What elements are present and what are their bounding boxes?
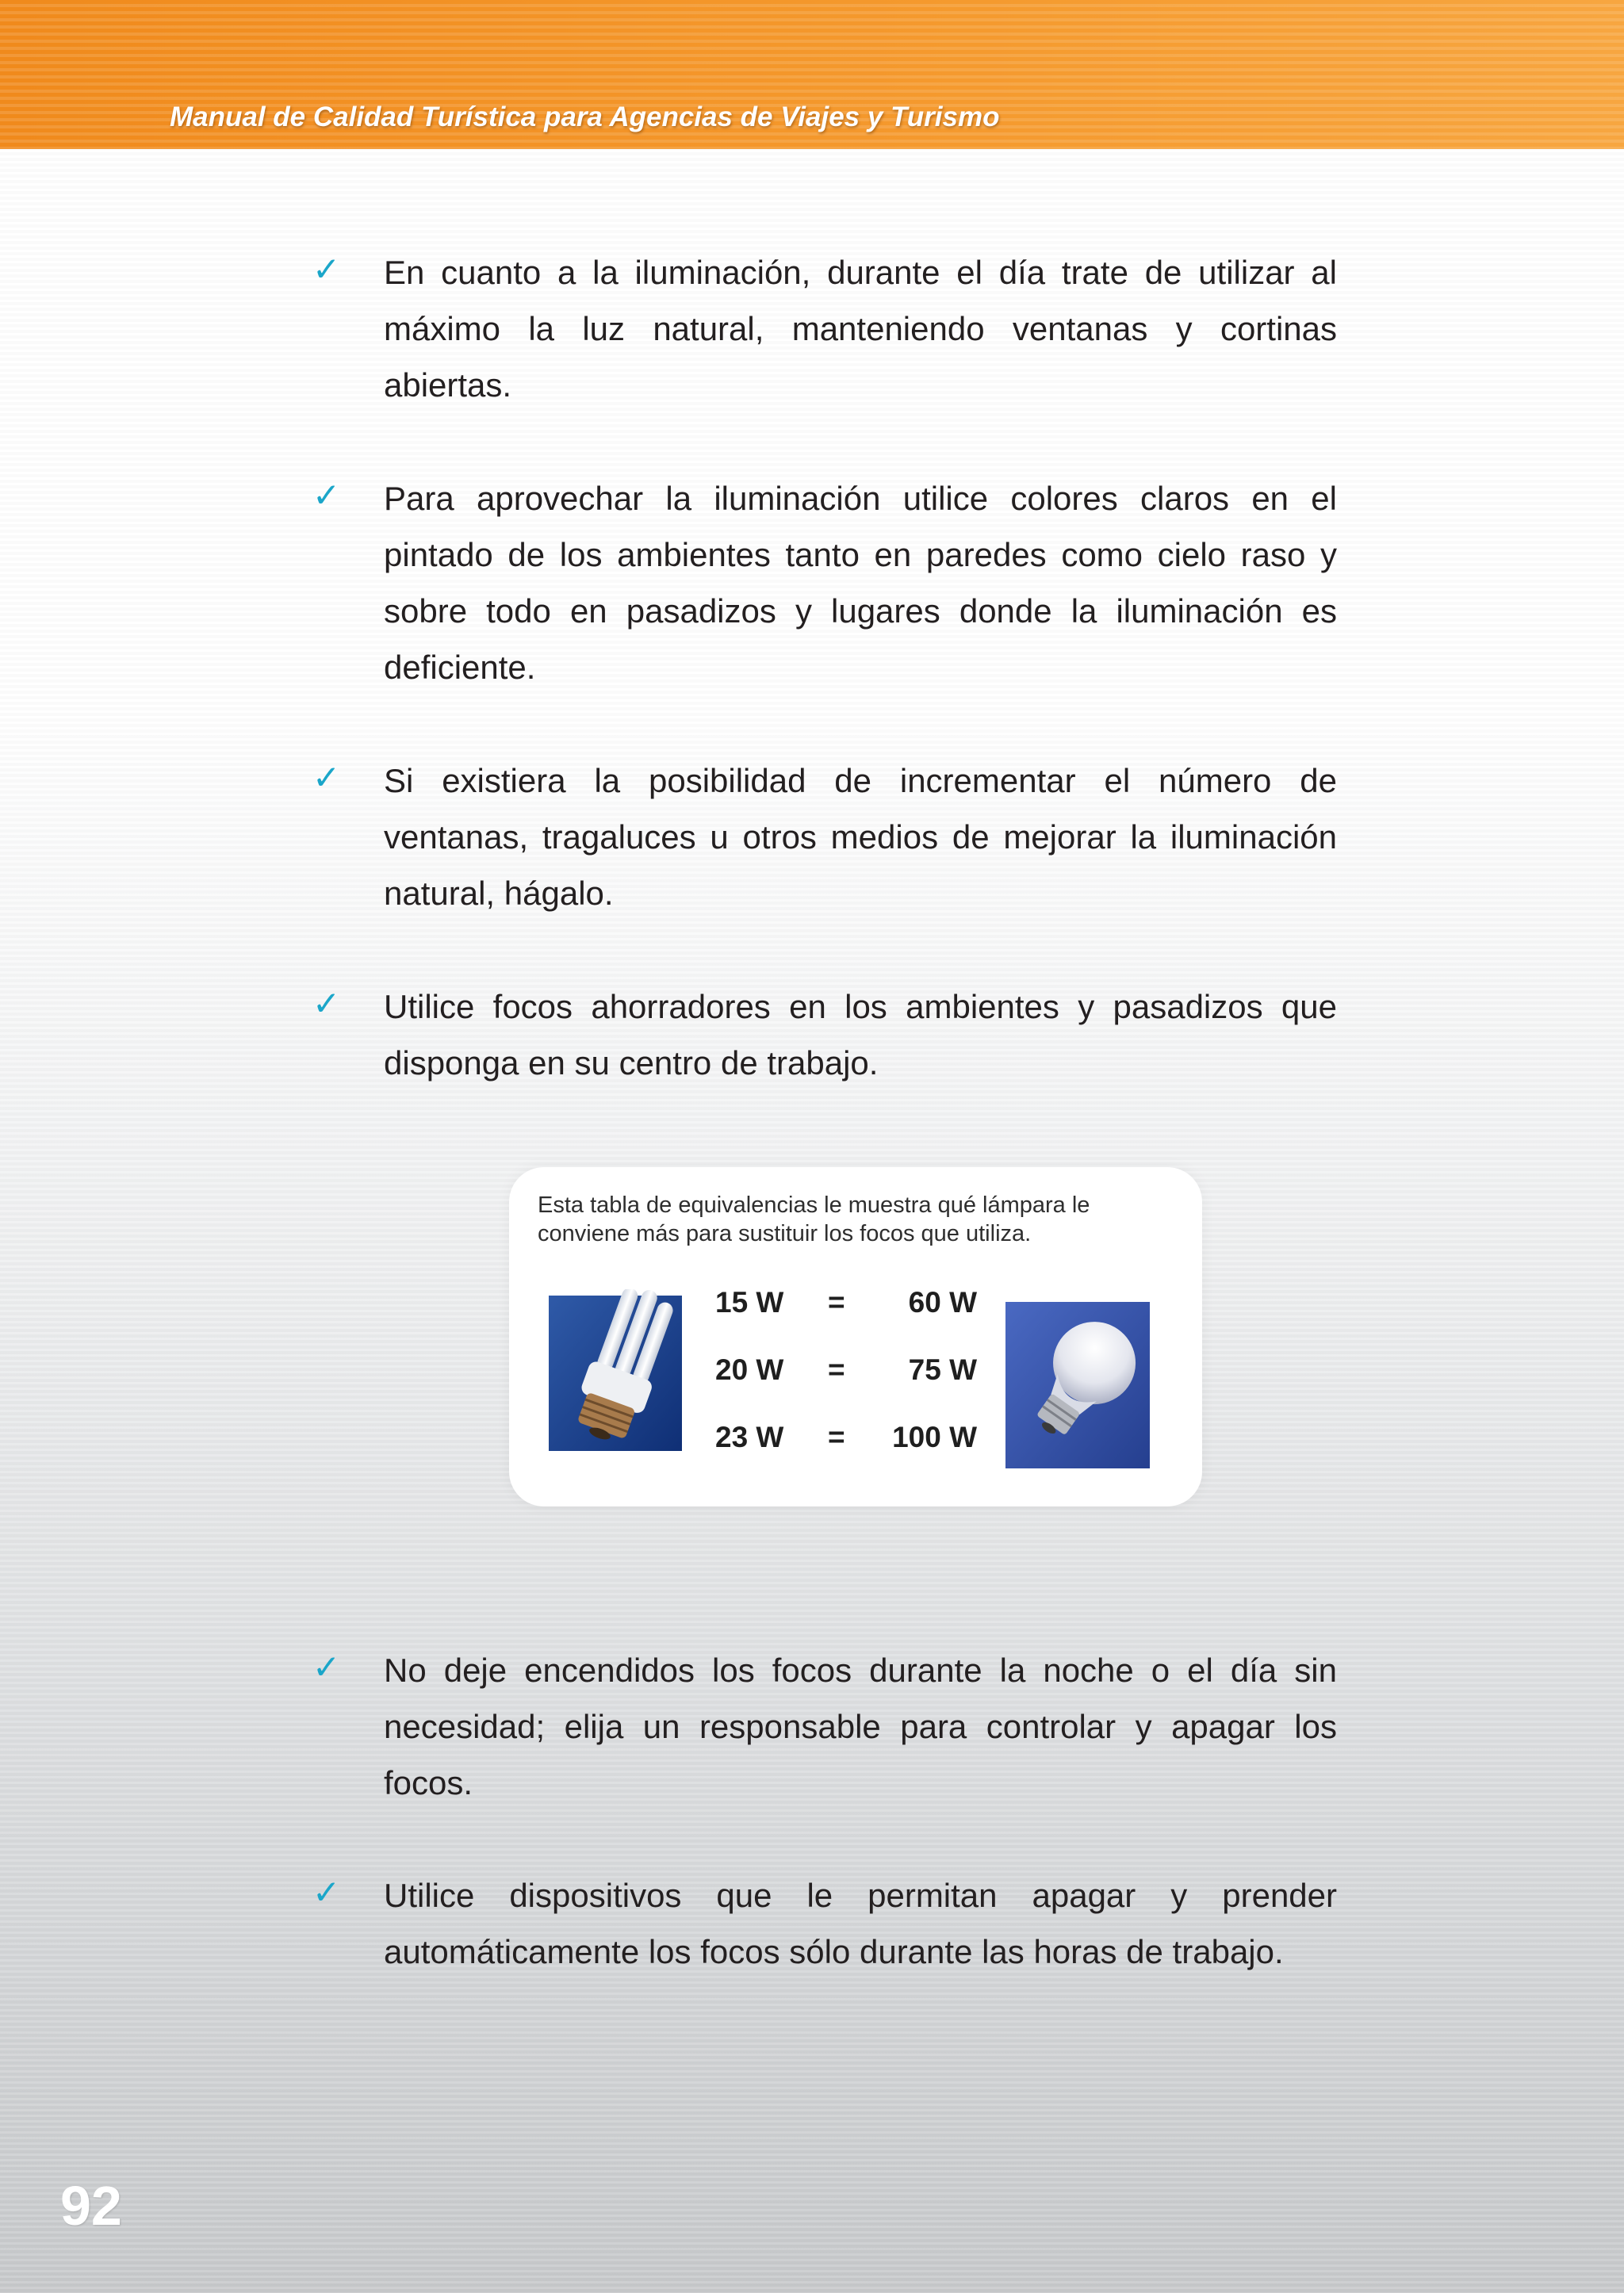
equals-sign: = — [828, 1353, 845, 1386]
equivalence-table — [715, 1286, 977, 1488]
incandescent-wattage: 60 W — [908, 1286, 977, 1319]
figure-caption: Esta tabla de equivalencias le muestra qué lámpara le conviene más para sustituir los focos que utiliza. — [538, 1192, 1090, 1246]
check-icon: ✓ — [312, 758, 341, 797]
manual-title: Manual de Calidad Turística para Agencias de Viajes y Turismo — [170, 101, 1000, 132]
equals-sign: = — [828, 1286, 845, 1319]
list-item — [312, 978, 1337, 1091]
table-row — [715, 1286, 977, 1353]
table-row — [715, 1421, 977, 1488]
list-item-text: Utilice focos ahorradores en los ambientes y pasadizos que disponga en su centro de trabajo. — [384, 988, 1337, 1081]
check-icon: ✓ — [312, 1648, 341, 1686]
equivalence-table-figure — [509, 1167, 1202, 1506]
list-item-text: Utilice dispositivos que le permitan apagar y prender automáticamente los focos sólo durante las horas de trabajo. — [384, 1877, 1337, 1970]
list-item — [312, 470, 1337, 695]
check-icon: ✓ — [312, 1873, 341, 1912]
check-icon: ✓ — [312, 250, 341, 289]
list-item — [312, 244, 1337, 413]
table-row — [715, 1353, 977, 1421]
list-item-text: Para aprovechar la iluminación utilice colores claros en el pintado de los ambientes tanto en paredes como cielo raso y sobre todo en pasadizos y lugares donde la iluminación es deficiente. — [384, 480, 1337, 686]
equals-sign: = — [828, 1421, 845, 1453]
page-header — [0, 0, 1624, 149]
cfl-wattage: 20 W — [715, 1353, 784, 1386]
incandescent-wattage: 100 W — [892, 1421, 977, 1453]
list-item-text: No deje encendidos los focos durante la noche o el día sin necesidad; elija un responsable para controlar y apagar los focos. — [384, 1652, 1337, 1801]
list-item-text: En cuanto a la iluminación, durante el día trate de utilizar al máximo la luz natural, manteniendo ventanas y cortinas abiertas. — [384, 254, 1337, 404]
cfl-bulb-icon — [549, 1289, 682, 1456]
incandescent-wattage: 75 W — [908, 1353, 977, 1386]
cfl-wattage: 23 W — [715, 1421, 784, 1453]
cfl-wattage: 15 W — [715, 1286, 784, 1319]
list-item — [312, 1642, 1337, 1811]
check-icon: ✓ — [312, 984, 341, 1023]
list-item — [312, 1867, 1337, 1980]
check-icon: ✓ — [312, 476, 341, 515]
tips-list-top — [312, 244, 1337, 1091]
tips-list-bottom — [312, 1642, 1337, 1980]
list-item — [312, 752, 1337, 921]
list-item-text: Si existiera la posibilidad de incrementar el número de ventanas, tragaluces u otros medios de mejorar la iluminación natural, hágalo. — [384, 762, 1337, 912]
page-number: 92 — [60, 2175, 122, 2237]
incandescent-bulb-icon — [1005, 1302, 1150, 1468]
